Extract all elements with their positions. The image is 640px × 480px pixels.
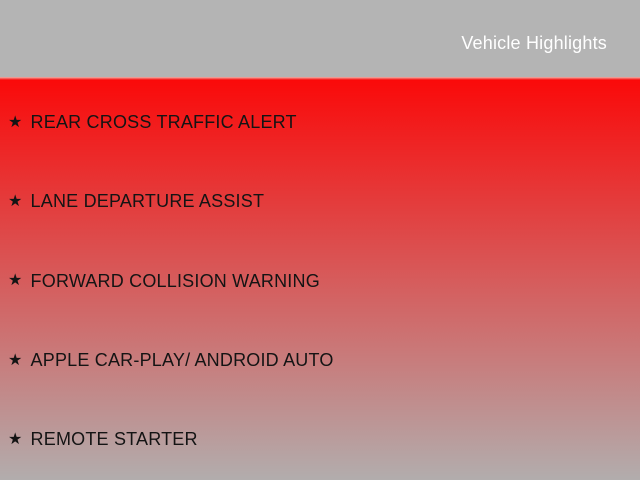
list-item — [0, 242, 640, 321]
list-item — [0, 321, 640, 400]
item-label: REAR CROSS TRAFFIC ALERT — [30, 112, 297, 133]
item-label: APPLE CAR-PLAY/ ANDROID AUTO — [30, 350, 334, 371]
header-bar — [0, 0, 640, 77]
list-item — [0, 83, 640, 162]
highlight-list — [0, 83, 640, 479]
item-label: REMOTE STARTER — [30, 429, 198, 450]
star-icon: ★ — [8, 192, 23, 210]
item-label: FORWARD COLLISION WARNING — [30, 270, 320, 291]
star-icon: ★ — [8, 430, 23, 448]
star-icon: ★ — [8, 272, 23, 290]
item-label: LANE DEPARTURE ASSIST — [30, 191, 265, 212]
page-title: Vehicle Highlights — [461, 32, 607, 53]
list-item — [0, 400, 640, 479]
list-item — [0, 162, 640, 241]
star-icon: ★ — [8, 351, 23, 369]
star-icon: ★ — [8, 113, 23, 131]
highlights-body — [0, 77, 640, 480]
